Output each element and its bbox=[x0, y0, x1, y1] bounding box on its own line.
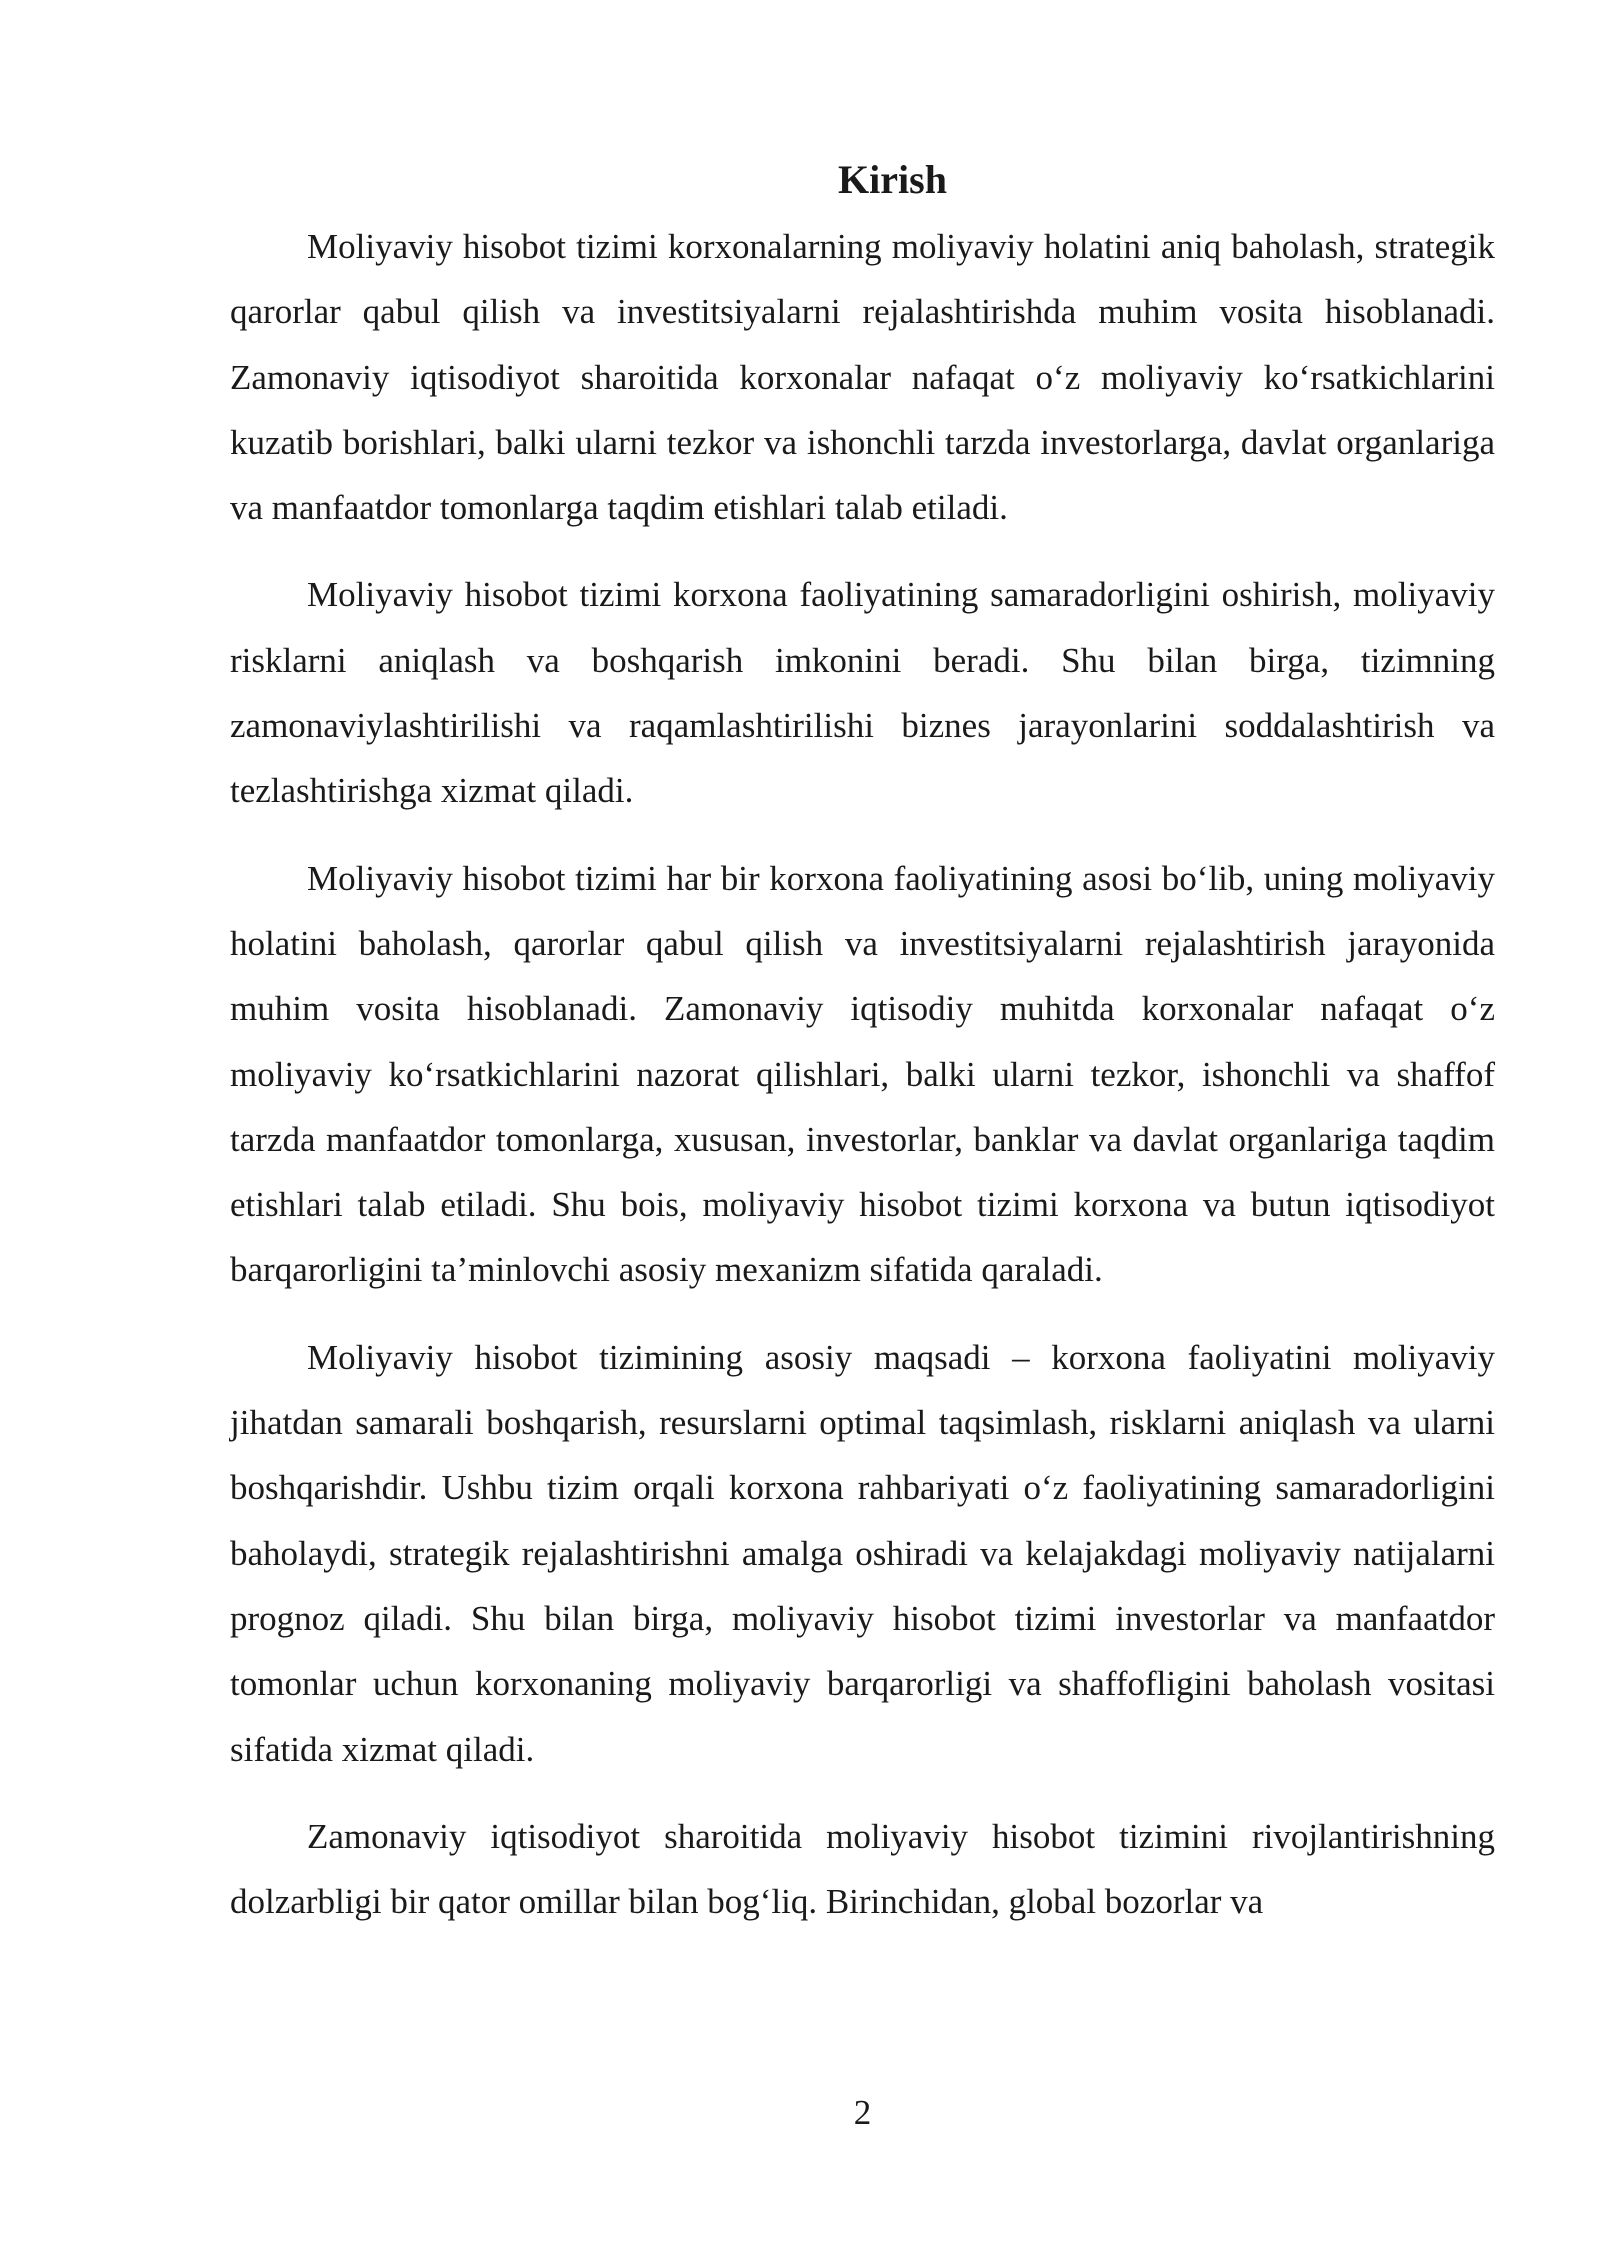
paragraph-2: Moliyaviy hisobot tizimi korxona faoliyatining samaradorligini oshirish, moliyaviy risklarni aniqlash va boshqarish imkonini beradi. Shu bilan birga, tizimning zamonaviylashtirilishi va raqamlashtirilishi biznes jarayonlarini soddalashtirish va tezlashtirishga xizmat qiladi. bbox=[230, 575, 1495, 811]
page-number: 2 bbox=[853, 2093, 872, 2132]
paragraph-3: Moliyaviy hisobot tizimi har bir korxona faoliyatining asosi bo‘lib, uning moliyaviy holatini baholash, qarorlar qabul qilish va investitsiyalarni rejalashtirish jarayonida muhim vosita hisoblanadi. Zamonaviy iqtisodiy muhitda korxonalar nafaqat o‘z moliyaviy ko‘rsatkichlarini nazorat qilishlari, balki ularni tezkor, ishonchli va shaffof tarzda manfaatdor tomonlarga, xususan, investorlar, banklar va davlat organlariga taqdim etishlari talab etiladi. Shu bois, moliyaviy hisobot tizimi korxona va butun iqtisodiyot barqarorligini ta’minlovchi asosiy mexanizm sifatida qaraladi. bbox=[230, 858, 1495, 1290]
paragraph-1: Moliyaviy hisobot tizimi korxonalarning moliyaviy holatini aniq baholash, strategik qarorlar qabul qilish va investitsiyalarni rejalashtirishda muhim vosita hisoblanadi. Zamonaviy iqtisodiyot sharoitida korxonalar nafaqat o‘z moliyaviy ko‘rsatkichlarini kuzatib borishlari, balki ularni tezkor va ishonchli tarzda investorlarga, davlat organlariga va manfaatdor tomonlarga taqdim etishlari talab etiladi. bbox=[230, 227, 1495, 528]
paragraph-5: Zamonaviy iqtisodiyot sharoitida moliyaviy hisobot tizimini rivojlantirishning dolzarbligi bir qator omillar bilan bog‘liq. Birinchidan, global bozorlar va bbox=[230, 1816, 1495, 1922]
document-page bbox=[230, 150, 1495, 1956]
section-heading: Kirish bbox=[838, 157, 947, 202]
paragraph-4: Moliyaviy hisobot tizimining asosiy maqsadi – korxona faoliyatini moliyaviy jihatdan samarali boshqarish, resurslarni optimal taqsimlash, risklarni aniqlash va ularni boshqarishdir. Ushbu tizim orqali korxona rahbariyati o‘z faoliyatining samaradorligini baholaydi, strategik rejalashtirishni amalga oshiradi va kelajakdagi moliyaviy natijalarni prognoz qiladi. Shu bilan birga, moliyaviy hisobot tizimi investorlar va manfaatdor tomonlar uchun korxonaning moliyaviy barqarorligi va shaffofligini baholash vositasi sifatida xizmat qiladi. bbox=[230, 1337, 1495, 1769]
